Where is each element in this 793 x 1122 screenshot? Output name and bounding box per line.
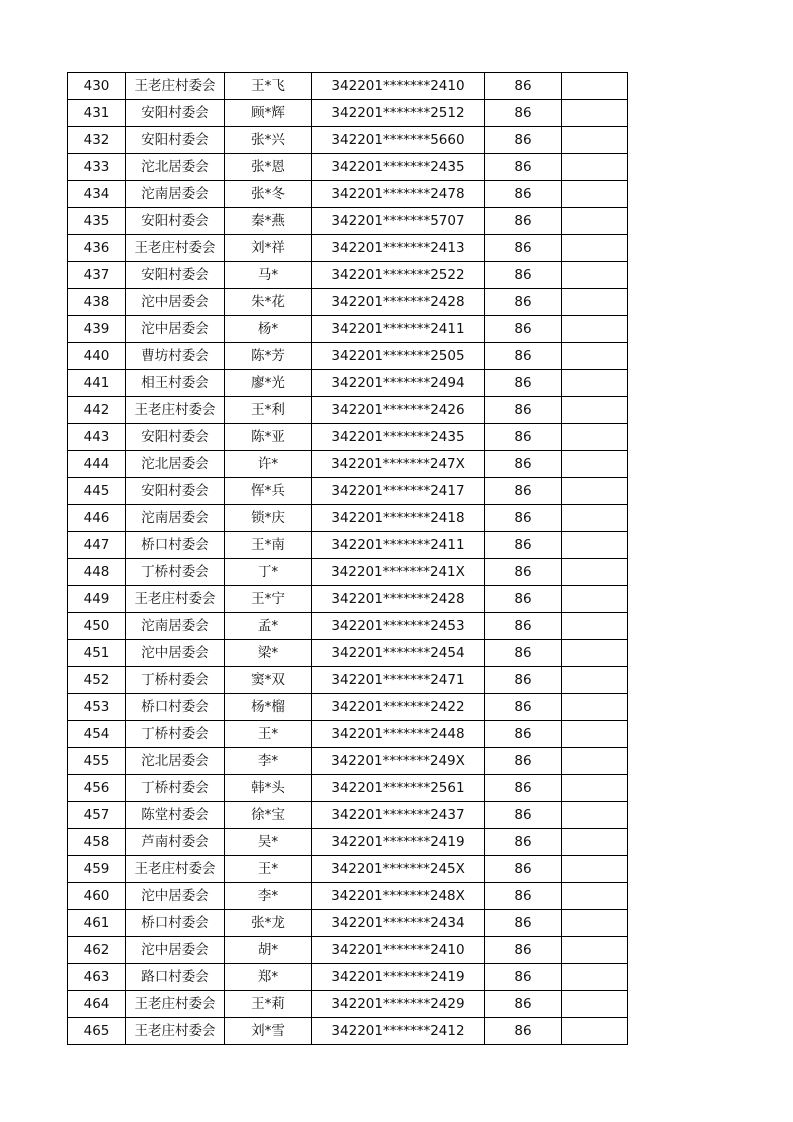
row-number-cell: 450	[68, 613, 126, 640]
id-number-cell: 342201*******2412	[312, 1018, 485, 1045]
name-cell: 王*南	[225, 532, 312, 559]
id-number-cell: 342201*******5707	[312, 208, 485, 235]
name-cell: 锁*庆	[225, 505, 312, 532]
name-cell: 杨*	[225, 316, 312, 343]
id-number-cell: 342201*******2434	[312, 910, 485, 937]
name-cell: 郑*	[225, 964, 312, 991]
id-number-cell: 342201*******2435	[312, 154, 485, 181]
table-row	[68, 127, 628, 154]
table-row	[68, 289, 628, 316]
name-cell: 韩*头	[225, 775, 312, 802]
id-number-cell: 342201*******2418	[312, 505, 485, 532]
row-number-cell: 437	[68, 262, 126, 289]
name-cell: 张*恩	[225, 154, 312, 181]
note-cell	[562, 586, 628, 613]
name-cell: 许*	[225, 451, 312, 478]
id-number-cell: 342201*******2410	[312, 937, 485, 964]
table-row	[68, 748, 628, 775]
id-number-cell: 342201*******2411	[312, 532, 485, 559]
name-cell: 窦*双	[225, 667, 312, 694]
id-number-cell: 342201*******2435	[312, 424, 485, 451]
table-row	[68, 424, 628, 451]
score-cell: 86	[485, 262, 562, 289]
row-number-cell: 445	[68, 478, 126, 505]
note-cell	[562, 559, 628, 586]
unit-cell: 沱南居委会	[126, 613, 225, 640]
score-cell: 86	[485, 829, 562, 856]
row-number-cell: 458	[68, 829, 126, 856]
name-cell: 王*	[225, 721, 312, 748]
id-number-cell: 342201*******5660	[312, 127, 485, 154]
name-cell: 李*	[225, 883, 312, 910]
score-cell: 86	[485, 667, 562, 694]
note-cell	[562, 424, 628, 451]
id-number-cell: 342201*******2453	[312, 613, 485, 640]
table-row	[68, 829, 628, 856]
name-cell: 王*利	[225, 397, 312, 424]
note-cell	[562, 208, 628, 235]
unit-cell: 陈堂村委会	[126, 802, 225, 829]
name-cell: 马*	[225, 262, 312, 289]
id-number-cell: 342201*******2494	[312, 370, 485, 397]
name-cell: 张*冬	[225, 181, 312, 208]
row-number-cell: 442	[68, 397, 126, 424]
score-cell: 86	[485, 775, 562, 802]
table-row	[68, 316, 628, 343]
note-cell	[562, 478, 628, 505]
note-cell	[562, 775, 628, 802]
note-cell	[562, 829, 628, 856]
note-cell	[562, 802, 628, 829]
id-number-cell: 342201*******2448	[312, 721, 485, 748]
row-number-cell: 446	[68, 505, 126, 532]
name-cell: 王*莉	[225, 991, 312, 1018]
row-number-cell: 464	[68, 991, 126, 1018]
table-row	[68, 73, 628, 100]
name-cell: 张*龙	[225, 910, 312, 937]
table-row	[68, 964, 628, 991]
table-row	[68, 478, 628, 505]
name-cell: 刘*雪	[225, 1018, 312, 1045]
id-number-cell: 342201*******249X	[312, 748, 485, 775]
row-number-cell: 433	[68, 154, 126, 181]
row-number-cell: 444	[68, 451, 126, 478]
id-number-cell: 342201*******2522	[312, 262, 485, 289]
score-cell: 86	[485, 586, 562, 613]
row-number-cell: 455	[68, 748, 126, 775]
unit-cell: 安阳村委会	[126, 208, 225, 235]
unit-cell: 沱中居委会	[126, 316, 225, 343]
score-cell: 86	[485, 154, 562, 181]
score-cell: 86	[485, 937, 562, 964]
unit-cell: 丁桥村委会	[126, 559, 225, 586]
table-row	[68, 559, 628, 586]
score-cell: 86	[485, 370, 562, 397]
name-cell: 李*	[225, 748, 312, 775]
unit-cell: 王老庄村委会	[126, 397, 225, 424]
row-number-cell: 434	[68, 181, 126, 208]
score-cell: 86	[485, 289, 562, 316]
row-number-cell: 431	[68, 100, 126, 127]
note-cell	[562, 910, 628, 937]
table-row	[68, 181, 628, 208]
score-cell: 86	[485, 721, 562, 748]
note-cell	[562, 397, 628, 424]
unit-cell: 沱中居委会	[126, 289, 225, 316]
table-row	[68, 613, 628, 640]
row-number-cell: 461	[68, 910, 126, 937]
score-cell: 86	[485, 397, 562, 424]
table-row	[68, 640, 628, 667]
row-number-cell: 449	[68, 586, 126, 613]
name-cell: 陈*芳	[225, 343, 312, 370]
unit-cell: 沱北居委会	[126, 154, 225, 181]
score-cell: 86	[485, 505, 562, 532]
table-row	[68, 721, 628, 748]
unit-cell: 相王村委会	[126, 370, 225, 397]
table-row	[68, 262, 628, 289]
row-number-cell: 439	[68, 316, 126, 343]
note-cell	[562, 964, 628, 991]
row-number-cell: 430	[68, 73, 126, 100]
row-number-cell: 436	[68, 235, 126, 262]
id-number-cell: 342201*******2419	[312, 829, 485, 856]
score-cell: 86	[485, 208, 562, 235]
row-number-cell: 443	[68, 424, 126, 451]
score-cell: 86	[485, 694, 562, 721]
row-number-cell: 432	[68, 127, 126, 154]
unit-cell: 安阳村委会	[126, 100, 225, 127]
score-cell: 86	[485, 316, 562, 343]
id-number-cell: 342201*******2413	[312, 235, 485, 262]
note-cell	[562, 883, 628, 910]
id-number-cell: 342201*******2478	[312, 181, 485, 208]
id-number-cell: 342201*******2505	[312, 343, 485, 370]
table-row	[68, 208, 628, 235]
score-cell: 86	[485, 1018, 562, 1045]
data-table	[67, 72, 628, 1045]
note-cell	[562, 316, 628, 343]
row-number-cell: 441	[68, 370, 126, 397]
table-row	[68, 451, 628, 478]
row-number-cell: 465	[68, 1018, 126, 1045]
note-cell	[562, 154, 628, 181]
table-row	[68, 775, 628, 802]
note-cell	[562, 343, 628, 370]
unit-cell: 芦南村委会	[126, 829, 225, 856]
table-row	[68, 532, 628, 559]
table-container	[67, 72, 628, 1045]
unit-cell: 安阳村委会	[126, 262, 225, 289]
score-cell: 86	[485, 748, 562, 775]
name-cell: 王*	[225, 856, 312, 883]
id-number-cell: 342201*******245X	[312, 856, 485, 883]
table-row	[68, 235, 628, 262]
row-number-cell: 454	[68, 721, 126, 748]
id-number-cell: 342201*******2561	[312, 775, 485, 802]
note-cell	[562, 100, 628, 127]
row-number-cell: 451	[68, 640, 126, 667]
row-number-cell: 453	[68, 694, 126, 721]
note-cell	[562, 235, 628, 262]
name-cell: 张*兴	[225, 127, 312, 154]
row-number-cell: 448	[68, 559, 126, 586]
score-cell: 86	[485, 910, 562, 937]
score-cell: 86	[485, 451, 562, 478]
table-row	[68, 667, 628, 694]
table-body	[68, 73, 628, 1045]
unit-cell: 曹坊村委会	[126, 343, 225, 370]
name-cell: 恽*兵	[225, 478, 312, 505]
score-cell: 86	[485, 235, 562, 262]
table-row	[68, 694, 628, 721]
score-cell: 86	[485, 424, 562, 451]
table-row	[68, 397, 628, 424]
unit-cell: 安阳村委会	[126, 127, 225, 154]
unit-cell: 路口村委会	[126, 964, 225, 991]
id-number-cell: 342201*******248X	[312, 883, 485, 910]
table-row	[68, 910, 628, 937]
note-cell	[562, 856, 628, 883]
id-number-cell: 342201*******2512	[312, 100, 485, 127]
note-cell	[562, 73, 628, 100]
score-cell: 86	[485, 73, 562, 100]
name-cell: 吴*	[225, 829, 312, 856]
name-cell: 梁*	[225, 640, 312, 667]
note-cell	[562, 370, 628, 397]
row-number-cell: 435	[68, 208, 126, 235]
note-cell	[562, 991, 628, 1018]
row-number-cell: 457	[68, 802, 126, 829]
unit-cell: 沱南居委会	[126, 505, 225, 532]
score-cell: 86	[485, 181, 562, 208]
id-number-cell: 342201*******2429	[312, 991, 485, 1018]
unit-cell: 王老庄村委会	[126, 1018, 225, 1045]
row-number-cell: 452	[68, 667, 126, 694]
note-cell	[562, 694, 628, 721]
name-cell: 徐*宝	[225, 802, 312, 829]
unit-cell: 王老庄村委会	[126, 235, 225, 262]
name-cell: 秦*燕	[225, 208, 312, 235]
note-cell	[562, 127, 628, 154]
table-row	[68, 370, 628, 397]
name-cell: 刘*祥	[225, 235, 312, 262]
table-row	[68, 154, 628, 181]
unit-cell: 沱南居委会	[126, 181, 225, 208]
table-row	[68, 802, 628, 829]
id-number-cell: 342201*******2471	[312, 667, 485, 694]
score-cell: 86	[485, 613, 562, 640]
row-number-cell: 438	[68, 289, 126, 316]
unit-cell: 丁桥村委会	[126, 721, 225, 748]
id-number-cell: 342201*******2426	[312, 397, 485, 424]
score-cell: 86	[485, 532, 562, 559]
name-cell: 顾*辉	[225, 100, 312, 127]
name-cell: 丁*	[225, 559, 312, 586]
id-number-cell: 342201*******2428	[312, 289, 485, 316]
id-number-cell: 342201*******2422	[312, 694, 485, 721]
unit-cell: 沱中居委会	[126, 937, 225, 964]
table-row	[68, 937, 628, 964]
id-number-cell: 342201*******2410	[312, 73, 485, 100]
score-cell: 86	[485, 883, 562, 910]
table-row	[68, 883, 628, 910]
row-number-cell: 456	[68, 775, 126, 802]
id-number-cell: 342201*******2417	[312, 478, 485, 505]
score-cell: 86	[485, 856, 562, 883]
table-row	[68, 856, 628, 883]
unit-cell: 沱中居委会	[126, 883, 225, 910]
id-number-cell: 342201*******2419	[312, 964, 485, 991]
score-cell: 86	[485, 478, 562, 505]
note-cell	[562, 262, 628, 289]
note-cell	[562, 505, 628, 532]
name-cell: 朱*花	[225, 289, 312, 316]
id-number-cell: 342201*******2411	[312, 316, 485, 343]
score-cell: 86	[485, 127, 562, 154]
score-cell: 86	[485, 100, 562, 127]
id-number-cell: 342201*******2428	[312, 586, 485, 613]
score-cell: 86	[485, 640, 562, 667]
name-cell: 王*飞	[225, 73, 312, 100]
name-cell: 胡*	[225, 937, 312, 964]
unit-cell: 安阳村委会	[126, 424, 225, 451]
row-number-cell: 463	[68, 964, 126, 991]
name-cell: 孟*	[225, 613, 312, 640]
unit-cell: 沱中居委会	[126, 640, 225, 667]
name-cell: 王*宁	[225, 586, 312, 613]
note-cell	[562, 181, 628, 208]
row-number-cell: 460	[68, 883, 126, 910]
unit-cell: 丁桥村委会	[126, 667, 225, 694]
table-row	[68, 100, 628, 127]
table-row	[68, 343, 628, 370]
note-cell	[562, 532, 628, 559]
note-cell	[562, 1018, 628, 1045]
row-number-cell: 459	[68, 856, 126, 883]
unit-cell: 王老庄村委会	[126, 73, 225, 100]
unit-cell: 桥口村委会	[126, 532, 225, 559]
table-row	[68, 586, 628, 613]
note-cell	[562, 451, 628, 478]
unit-cell: 沱北居委会	[126, 748, 225, 775]
table-row	[68, 991, 628, 1018]
name-cell: 陈*亚	[225, 424, 312, 451]
table-row	[68, 1018, 628, 1045]
row-number-cell: 447	[68, 532, 126, 559]
score-cell: 86	[485, 559, 562, 586]
score-cell: 86	[485, 964, 562, 991]
id-number-cell: 342201*******241X	[312, 559, 485, 586]
unit-cell: 安阳村委会	[126, 478, 225, 505]
note-cell	[562, 667, 628, 694]
id-number-cell: 342201*******2437	[312, 802, 485, 829]
note-cell	[562, 640, 628, 667]
unit-cell: 桥口村委会	[126, 910, 225, 937]
name-cell: 廖*光	[225, 370, 312, 397]
row-number-cell: 462	[68, 937, 126, 964]
score-cell: 86	[485, 343, 562, 370]
note-cell	[562, 721, 628, 748]
row-number-cell: 440	[68, 343, 126, 370]
note-cell	[562, 289, 628, 316]
id-number-cell: 342201*******247X	[312, 451, 485, 478]
score-cell: 86	[485, 991, 562, 1018]
note-cell	[562, 613, 628, 640]
unit-cell: 丁桥村委会	[126, 775, 225, 802]
note-cell	[562, 937, 628, 964]
unit-cell: 王老庄村委会	[126, 586, 225, 613]
unit-cell: 王老庄村委会	[126, 991, 225, 1018]
score-cell: 86	[485, 802, 562, 829]
unit-cell: 沱北居委会	[126, 451, 225, 478]
unit-cell: 桥口村委会	[126, 694, 225, 721]
name-cell: 杨*榴	[225, 694, 312, 721]
id-number-cell: 342201*******2454	[312, 640, 485, 667]
note-cell	[562, 748, 628, 775]
unit-cell: 王老庄村委会	[126, 856, 225, 883]
table-row	[68, 505, 628, 532]
